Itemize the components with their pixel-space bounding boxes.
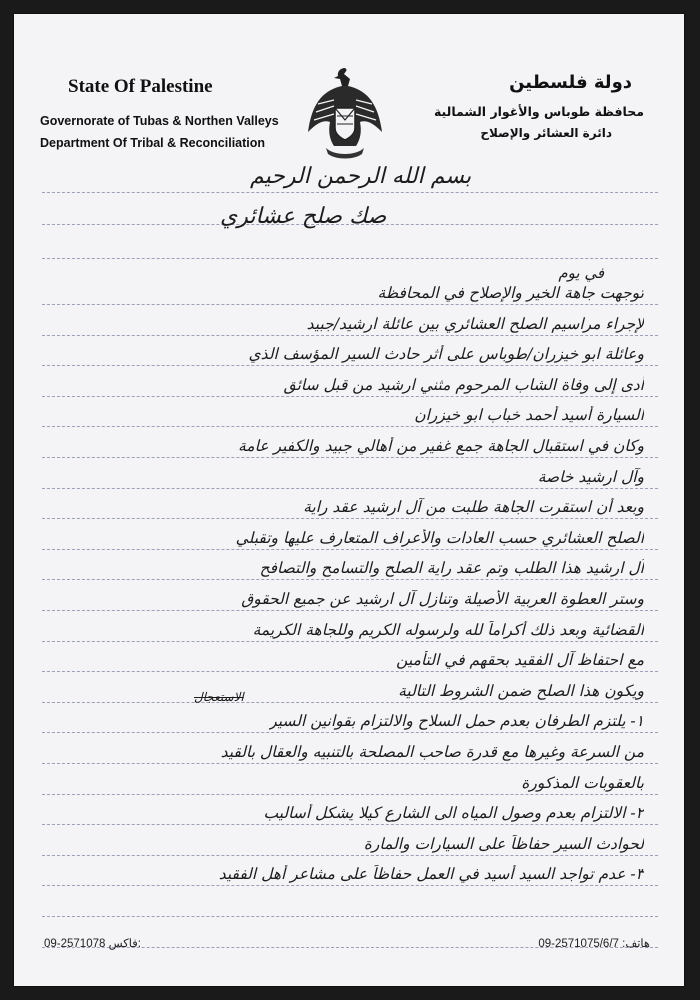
department-ar: دائرة العشائر والإصلاح	[480, 126, 612, 140]
handwritten-line: آل ارشيد هذا الطلب وتم عقد راية الصلح والتسامح والتصافح	[259, 559, 644, 578]
handwritten-line: القضائية وبعد ذلك أكراماً لله ولرسوله الكريم وللجاهة الكريمة	[252, 620, 644, 639]
handwritten-line: وبعد أن استقرت الجاهة طلبت من آل ارشيد عقد راية	[303, 498, 644, 517]
handwritten-line: ويكون هذا الصلح ضمن الشروط التالية	[398, 681, 644, 700]
ruled-line	[42, 426, 658, 427]
ruled-line	[42, 396, 658, 397]
ruled-line	[42, 702, 658, 703]
ruled-line	[42, 794, 658, 795]
governorate-en: Governorate of Tubas & Northen Valleys	[40, 114, 279, 128]
handwritten-line: أدى إلى وفاة الشاب المرحوم مثني ارشيد من قبل سائق	[283, 375, 644, 394]
ruled-line	[42, 885, 658, 886]
ruled-line	[42, 610, 658, 611]
ruled-line	[42, 335, 658, 336]
handwritten-line: توجهت جاهة الخير والإصلاح في المحافظة	[377, 284, 644, 302]
handwritten-line: وستر العطوة العربية الأصيلة وتنازل آل ارشيد عن جميع الحقوق	[241, 590, 644, 608]
phone-number: 09-2571075/6/7	[538, 938, 619, 950]
handwritten-line: وكان في استقبال الجاهة جمع غفير من أهالي جبيد والكفير عامة	[238, 437, 644, 455]
ruled-line	[42, 579, 658, 580]
governorate-ar: محافظة طوباس والأغوار الشمالية	[433, 104, 644, 119]
handwritten-line: وعائلة ابو خيزران/طوباس على أثر حادث السير المؤسف الذي	[248, 345, 644, 364]
ruled-line	[42, 549, 658, 550]
ruled-line	[42, 304, 658, 305]
state-title-en: State Of Palestine	[68, 76, 213, 97]
ruled-line	[42, 732, 658, 733]
ruled-line	[42, 192, 658, 193]
ruled-line	[42, 518, 658, 519]
fax-info	[44, 936, 141, 950]
ruled-line	[42, 671, 658, 672]
handwritten-line: ٣- عدم تواجد السيد أسيد في العمل حفاظاً على مشاعر أهل الفقيد	[218, 865, 644, 884]
basmala: بسم الله الرحمن الرحيم	[250, 164, 472, 189]
handwritten-line: من السرعة وغيرها مع قدرة صاحب المصلحة بالتنبيه والعقال بالقيد	[220, 743, 644, 761]
department-en: Department Of Tribal & Reconciliation	[40, 136, 266, 150]
date-label: في يوم	[558, 264, 604, 282]
handwritten-line: وآل ارشيد خاصة	[537, 467, 644, 486]
handwritten-line: ٢- الالتزام بعدم وصول المياه الى الشارع كيلا يشكل أساليب	[263, 804, 644, 823]
ruled-line	[42, 916, 658, 917]
ruled-line	[42, 365, 658, 366]
handwritten-line: مع احتفاظ آل الفقيد بحقهم في التأمين	[396, 651, 644, 670]
eagle-emblem-icon	[304, 62, 386, 162]
ruled-line	[42, 641, 658, 642]
letterhead-page	[14, 14, 684, 986]
margin-correction-note: الاستعجال	[194, 690, 244, 704]
handwritten-line: لإجراء مراسيم الصلح العشائري بين عائلة ارشيد/جبيد	[306, 314, 644, 333]
ruled-line	[42, 457, 658, 458]
handwritten-line: السيارة أسيد أحمد خباب ابو خيزران	[414, 406, 644, 425]
ruled-line	[42, 258, 658, 259]
handwritten-line: لحوادث السير حفاظاً على السيارات والمارة	[363, 834, 644, 853]
phone-info	[538, 936, 650, 950]
handwritten-line: بالعقوبات المذكورة	[521, 773, 644, 792]
phone-label: هاتف:	[622, 938, 650, 950]
ruled-line	[42, 824, 658, 825]
state-title-ar: دولة فلسطين	[509, 72, 632, 93]
handwritten-line: الصلح العشائري حسب العادات والأعراف المتعارف عليها وتقبلي	[235, 528, 644, 547]
fax-number: 09-2571078	[44, 938, 106, 950]
ruled-line	[42, 855, 658, 856]
document-subject: صك صلح عشائري	[220, 204, 387, 229]
ruled-line	[42, 763, 658, 764]
handwritten-line: ١- يلتزم الطرفان بعدم حمل السلاح والالتزام بقوانين السير	[269, 712, 644, 731]
fax-label: فاكس:	[108, 938, 141, 950]
ruled-line	[42, 488, 658, 489]
